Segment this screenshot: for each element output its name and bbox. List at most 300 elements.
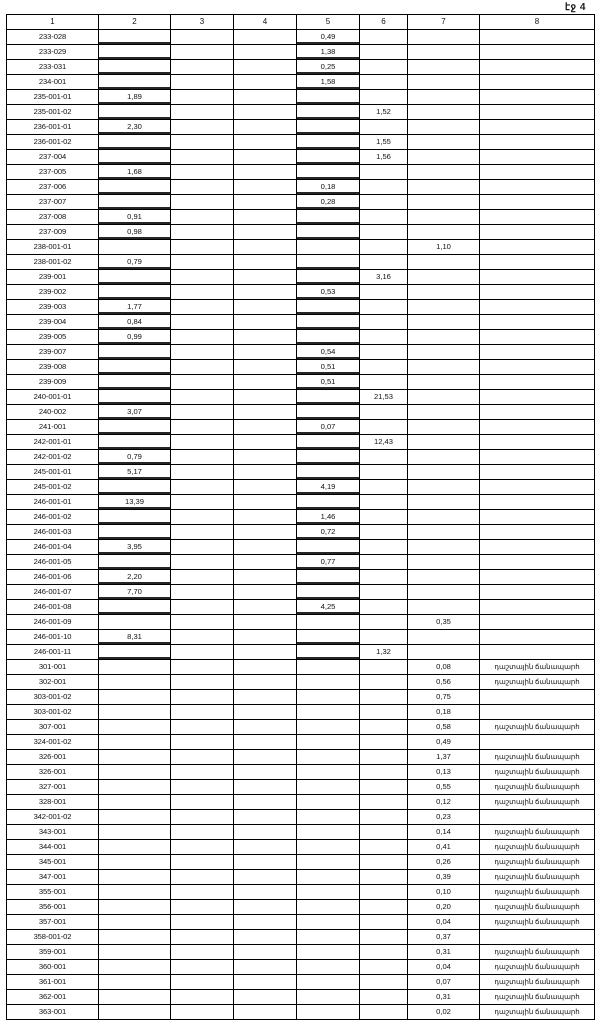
cell-c5: 0,53 [297, 285, 360, 300]
cell-c3 [171, 405, 234, 420]
cell-c8: դաշտային ճանապարհ [480, 1005, 595, 1020]
cell-c6 [360, 810, 408, 825]
cell-c8 [480, 465, 595, 480]
table-row [7, 765, 595, 780]
cell-c5 [297, 825, 360, 840]
cell-c5: 0,18 [297, 180, 360, 195]
cell-c5 [297, 450, 360, 465]
cell-c6 [360, 360, 408, 375]
table-row [7, 420, 595, 435]
cell-c2 [99, 870, 171, 885]
cell-c7: 0,23 [408, 810, 480, 825]
cell-c2: 3,95 [99, 540, 171, 555]
cell-c4 [234, 705, 297, 720]
cell-c7 [408, 300, 480, 315]
cell-c5 [297, 120, 360, 135]
cell-c6 [360, 960, 408, 975]
cell-c7: 0,49 [408, 735, 480, 750]
cell-c3 [171, 840, 234, 855]
cell-c5 [297, 255, 360, 270]
cell-c7 [408, 135, 480, 150]
table-row [7, 660, 595, 675]
cell-c1: 237-009 [7, 225, 99, 240]
cell-c3 [171, 960, 234, 975]
table-row [7, 750, 595, 765]
cell-c4 [234, 165, 297, 180]
cell-c2 [99, 150, 171, 165]
cell-c5 [297, 690, 360, 705]
cell-c5 [297, 330, 360, 345]
cell-c2 [99, 735, 171, 750]
cell-c5 [297, 150, 360, 165]
cell-c7 [408, 345, 480, 360]
cell-c2 [99, 135, 171, 150]
cell-c6 [360, 420, 408, 435]
cell-c5 [297, 810, 360, 825]
cell-c8 [480, 555, 595, 570]
cell-c5 [297, 885, 360, 900]
cell-c2 [99, 195, 171, 210]
cell-c1: 233-028 [7, 30, 99, 45]
cell-c5 [297, 90, 360, 105]
cell-c6 [360, 465, 408, 480]
cell-c6 [360, 765, 408, 780]
page-number-label: էջ 4 [564, 2, 586, 13]
cell-c8 [480, 810, 595, 825]
cell-c3 [171, 480, 234, 495]
cell-c7 [408, 105, 480, 120]
cell-c5 [297, 705, 360, 720]
cell-c1: 237-004 [7, 150, 99, 165]
cell-c8 [480, 360, 595, 375]
cell-c7 [408, 285, 480, 300]
cell-c5 [297, 660, 360, 675]
table-row [7, 45, 595, 60]
cell-c3 [171, 600, 234, 615]
cell-c6 [360, 255, 408, 270]
cell-c6 [360, 60, 408, 75]
cell-c6 [360, 1005, 408, 1020]
cell-c1: 324-001-02 [7, 735, 99, 750]
cell-c5 [297, 735, 360, 750]
cell-c8 [480, 375, 595, 390]
cell-c1: 326-001 [7, 765, 99, 780]
cell-c4 [234, 135, 297, 150]
cell-c4 [234, 255, 297, 270]
cell-c4 [234, 105, 297, 120]
cell-c1: 246-001-01 [7, 495, 99, 510]
cell-c6 [360, 975, 408, 990]
cell-c6 [360, 930, 408, 945]
cell-c7 [408, 330, 480, 345]
cell-c7 [408, 390, 480, 405]
cell-c2: 0,79 [99, 255, 171, 270]
cell-c7 [408, 315, 480, 330]
column-header-1: 1 [7, 15, 99, 30]
cell-c8 [480, 690, 595, 705]
table-row [7, 600, 595, 615]
cell-c2: 13,39 [99, 495, 171, 510]
table-row [7, 150, 595, 165]
cell-c4 [234, 870, 297, 885]
cell-c2: 3,07 [99, 405, 171, 420]
cell-c3 [171, 330, 234, 345]
cell-c5 [297, 750, 360, 765]
table-row [7, 735, 595, 750]
cell-c7 [408, 405, 480, 420]
cell-c1: 362-001 [7, 990, 99, 1005]
cell-c5 [297, 930, 360, 945]
cell-c4 [234, 180, 297, 195]
cell-c6 [360, 315, 408, 330]
cell-c4 [234, 810, 297, 825]
cell-c4 [234, 960, 297, 975]
cell-c4 [234, 675, 297, 690]
cell-c6 [360, 120, 408, 135]
cell-c5 [297, 390, 360, 405]
cell-c5 [297, 945, 360, 960]
cell-c1: 246-001-07 [7, 585, 99, 600]
column-header-4: 4 [234, 15, 297, 30]
table-row [7, 345, 595, 360]
cell-c4 [234, 825, 297, 840]
table-row [7, 60, 595, 75]
cell-c8 [480, 600, 595, 615]
cell-c3 [171, 225, 234, 240]
cell-c6 [360, 300, 408, 315]
cell-c8 [480, 255, 595, 270]
cell-c1: 245-001-02 [7, 480, 99, 495]
cell-c3 [171, 315, 234, 330]
cell-c7 [408, 375, 480, 390]
cell-c4 [234, 435, 297, 450]
cell-c3 [171, 720, 234, 735]
cell-c7 [408, 540, 480, 555]
cell-c2: 1,68 [99, 165, 171, 180]
cell-c2 [99, 60, 171, 75]
cell-c6 [360, 90, 408, 105]
cell-c1: 240-002 [7, 405, 99, 420]
cell-c5: 0,72 [297, 525, 360, 540]
cell-c7 [408, 420, 480, 435]
cell-c7: 0,55 [408, 780, 480, 795]
cell-c8 [480, 435, 595, 450]
cell-c4 [234, 1005, 297, 1020]
cell-c5 [297, 165, 360, 180]
cell-c5 [297, 975, 360, 990]
cell-c2 [99, 240, 171, 255]
cell-c1: 356-001 [7, 900, 99, 915]
cell-c3 [171, 240, 234, 255]
cell-c3 [171, 90, 234, 105]
cell-c8 [480, 165, 595, 180]
cell-c1: 327-001 [7, 780, 99, 795]
cell-c3 [171, 705, 234, 720]
cell-c3 [171, 750, 234, 765]
table-row [7, 510, 595, 525]
cell-c6 [360, 840, 408, 855]
cell-c7 [408, 165, 480, 180]
cell-c2 [99, 720, 171, 735]
cell-c4 [234, 405, 297, 420]
cell-c1: 233-029 [7, 45, 99, 60]
cell-c5 [297, 135, 360, 150]
cell-c4 [234, 720, 297, 735]
cell-c5: 0,28 [297, 195, 360, 210]
cell-c8 [480, 210, 595, 225]
cell-c3 [171, 630, 234, 645]
table-row [7, 795, 595, 810]
cell-c8 [480, 585, 595, 600]
cell-c7 [408, 465, 480, 480]
table-row [7, 990, 595, 1005]
cell-c5: 0,51 [297, 360, 360, 375]
cell-c6 [360, 870, 408, 885]
cell-c7 [408, 60, 480, 75]
cell-c5 [297, 105, 360, 120]
cell-c7: 0,39 [408, 870, 480, 885]
cell-c7: 1,10 [408, 240, 480, 255]
cell-c4 [234, 75, 297, 90]
cell-c2 [99, 765, 171, 780]
cell-c7 [408, 75, 480, 90]
cell-c1: 344-001 [7, 840, 99, 855]
cell-c7 [408, 270, 480, 285]
cell-c3 [171, 60, 234, 75]
table-row [7, 270, 595, 285]
cell-c3 [171, 885, 234, 900]
cell-c2 [99, 45, 171, 60]
cell-c7 [408, 90, 480, 105]
table-header-row [7, 15, 595, 30]
cell-c3 [171, 510, 234, 525]
cell-c4 [234, 855, 297, 870]
cell-c4 [234, 270, 297, 285]
cell-c6 [360, 915, 408, 930]
table-row [7, 615, 595, 630]
cell-c8: դաշտային ճանապարհ [480, 855, 595, 870]
cell-c2 [99, 825, 171, 840]
table-row [7, 645, 595, 660]
cell-c7: 0,10 [408, 885, 480, 900]
cell-c3 [171, 675, 234, 690]
table-row [7, 300, 595, 315]
cell-c2 [99, 855, 171, 870]
cell-c4 [234, 30, 297, 45]
cell-c3 [171, 30, 234, 45]
cell-c2 [99, 915, 171, 930]
cell-c7 [408, 645, 480, 660]
cell-c4 [234, 315, 297, 330]
cell-c1: 240-001-01 [7, 390, 99, 405]
cell-c7 [408, 195, 480, 210]
cell-c3 [171, 570, 234, 585]
cell-c7 [408, 120, 480, 135]
cell-c3 [171, 435, 234, 450]
cell-c5: 1,38 [297, 45, 360, 60]
cell-c8 [480, 540, 595, 555]
cell-c2 [99, 705, 171, 720]
cell-c4 [234, 900, 297, 915]
cell-c3 [171, 615, 234, 630]
cell-c6 [360, 690, 408, 705]
cell-c4 [234, 390, 297, 405]
cell-c1: 236-001-02 [7, 135, 99, 150]
cell-c4 [234, 975, 297, 990]
cell-c5 [297, 435, 360, 450]
cell-c1: 238-001-01 [7, 240, 99, 255]
cell-c8: դաշտային ճանապարհ [480, 915, 595, 930]
cell-c3 [171, 120, 234, 135]
cell-c4 [234, 885, 297, 900]
cell-c1: 246-001-10 [7, 630, 99, 645]
cell-c7: 0,41 [408, 840, 480, 855]
cell-c1: 245-001-01 [7, 465, 99, 480]
cell-c1: 363-001 [7, 1005, 99, 1020]
table-row [7, 885, 595, 900]
cell-c4 [234, 525, 297, 540]
table-row [7, 555, 595, 570]
table-row [7, 930, 595, 945]
cell-c1: 355-001 [7, 885, 99, 900]
table-row [7, 360, 595, 375]
cell-c4 [234, 360, 297, 375]
cell-c8 [480, 480, 595, 495]
cell-c8 [480, 735, 595, 750]
cell-c7: 0,02 [408, 1005, 480, 1020]
cell-c5 [297, 915, 360, 930]
cell-c8 [480, 195, 595, 210]
cell-c5 [297, 270, 360, 285]
cell-c4 [234, 915, 297, 930]
cell-c1: 326-001 [7, 750, 99, 765]
cell-c8 [480, 120, 595, 135]
cell-c5 [297, 630, 360, 645]
cell-c5 [297, 795, 360, 810]
cell-c5 [297, 840, 360, 855]
cell-c3 [171, 345, 234, 360]
cell-c8: դաշտային ճանապարհ [480, 990, 595, 1005]
cell-c2 [99, 1005, 171, 1020]
cell-c7: 0,08 [408, 660, 480, 675]
cell-c6 [360, 615, 408, 630]
cell-c1: 246-001-04 [7, 540, 99, 555]
cell-c8 [480, 450, 595, 465]
cell-c6 [360, 825, 408, 840]
cell-c2 [99, 75, 171, 90]
cell-c2 [99, 750, 171, 765]
cell-c7 [408, 630, 480, 645]
cell-c8: դաշտային ճանապարհ [480, 960, 595, 975]
cell-c5 [297, 405, 360, 420]
cell-c2 [99, 360, 171, 375]
cell-c8 [480, 525, 595, 540]
cell-c7 [408, 570, 480, 585]
cell-c1: 342-001-02 [7, 810, 99, 825]
cell-c8: դաշտային ճանապարհ [480, 780, 595, 795]
cell-c4 [234, 90, 297, 105]
table-row [7, 825, 595, 840]
cell-c8: դաշտային ճանապարհ [480, 720, 595, 735]
cell-c1: 307-001 [7, 720, 99, 735]
cell-c7: 0,20 [408, 900, 480, 915]
cell-c1: 234-001 [7, 75, 99, 90]
cell-c1: 237-008 [7, 210, 99, 225]
cell-c7: 0,26 [408, 855, 480, 870]
cell-c1: 246-001-05 [7, 555, 99, 570]
cell-c6 [360, 345, 408, 360]
cell-c4 [234, 345, 297, 360]
cell-c3 [171, 765, 234, 780]
cell-c2 [99, 510, 171, 525]
cell-c5 [297, 900, 360, 915]
cell-c2: 8,31 [99, 630, 171, 645]
cell-c4 [234, 600, 297, 615]
column-header-7: 7 [408, 15, 480, 30]
table-row [7, 915, 595, 930]
cell-c1: 239-002 [7, 285, 99, 300]
cell-c7: 0,18 [408, 705, 480, 720]
cell-c1: 237-006 [7, 180, 99, 195]
cell-c5 [297, 855, 360, 870]
cell-c4 [234, 780, 297, 795]
table-row [7, 330, 595, 345]
cell-c2 [99, 480, 171, 495]
column-header-3: 3 [171, 15, 234, 30]
cell-c2 [99, 780, 171, 795]
table-row [7, 240, 595, 255]
cell-c1: 347-001 [7, 870, 99, 885]
cell-c3 [171, 450, 234, 465]
table-row [7, 390, 595, 405]
cell-c2 [99, 900, 171, 915]
cell-c2: 0,79 [99, 450, 171, 465]
cell-c1: 357-001 [7, 915, 99, 930]
table-row [7, 480, 595, 495]
cell-c1: 361-001 [7, 975, 99, 990]
cell-c6 [360, 480, 408, 495]
cell-c2: 0,98 [99, 225, 171, 240]
cell-c4 [234, 300, 297, 315]
cell-c6 [360, 240, 408, 255]
table-row [7, 495, 595, 510]
cell-c3 [171, 555, 234, 570]
column-header-5: 5 [297, 15, 360, 30]
table-row [7, 540, 595, 555]
cell-c4 [234, 420, 297, 435]
cell-c8: դաշտային ճանապարհ [480, 660, 595, 675]
cell-c5 [297, 675, 360, 690]
cell-c6 [360, 510, 408, 525]
cell-c4 [234, 465, 297, 480]
cell-c4 [234, 585, 297, 600]
cell-c1: 246-001-02 [7, 510, 99, 525]
cell-c5 [297, 585, 360, 600]
cell-c7: 0,12 [408, 795, 480, 810]
cell-c3 [171, 900, 234, 915]
column-header-2: 2 [99, 15, 171, 30]
cell-c4 [234, 210, 297, 225]
cell-c7 [408, 180, 480, 195]
cell-c8 [480, 90, 595, 105]
cell-c5 [297, 960, 360, 975]
cell-c3 [171, 45, 234, 60]
cell-c1: 360-001 [7, 960, 99, 975]
cell-c5 [297, 240, 360, 255]
cell-c7 [408, 210, 480, 225]
cell-c3 [171, 525, 234, 540]
cell-c2 [99, 840, 171, 855]
